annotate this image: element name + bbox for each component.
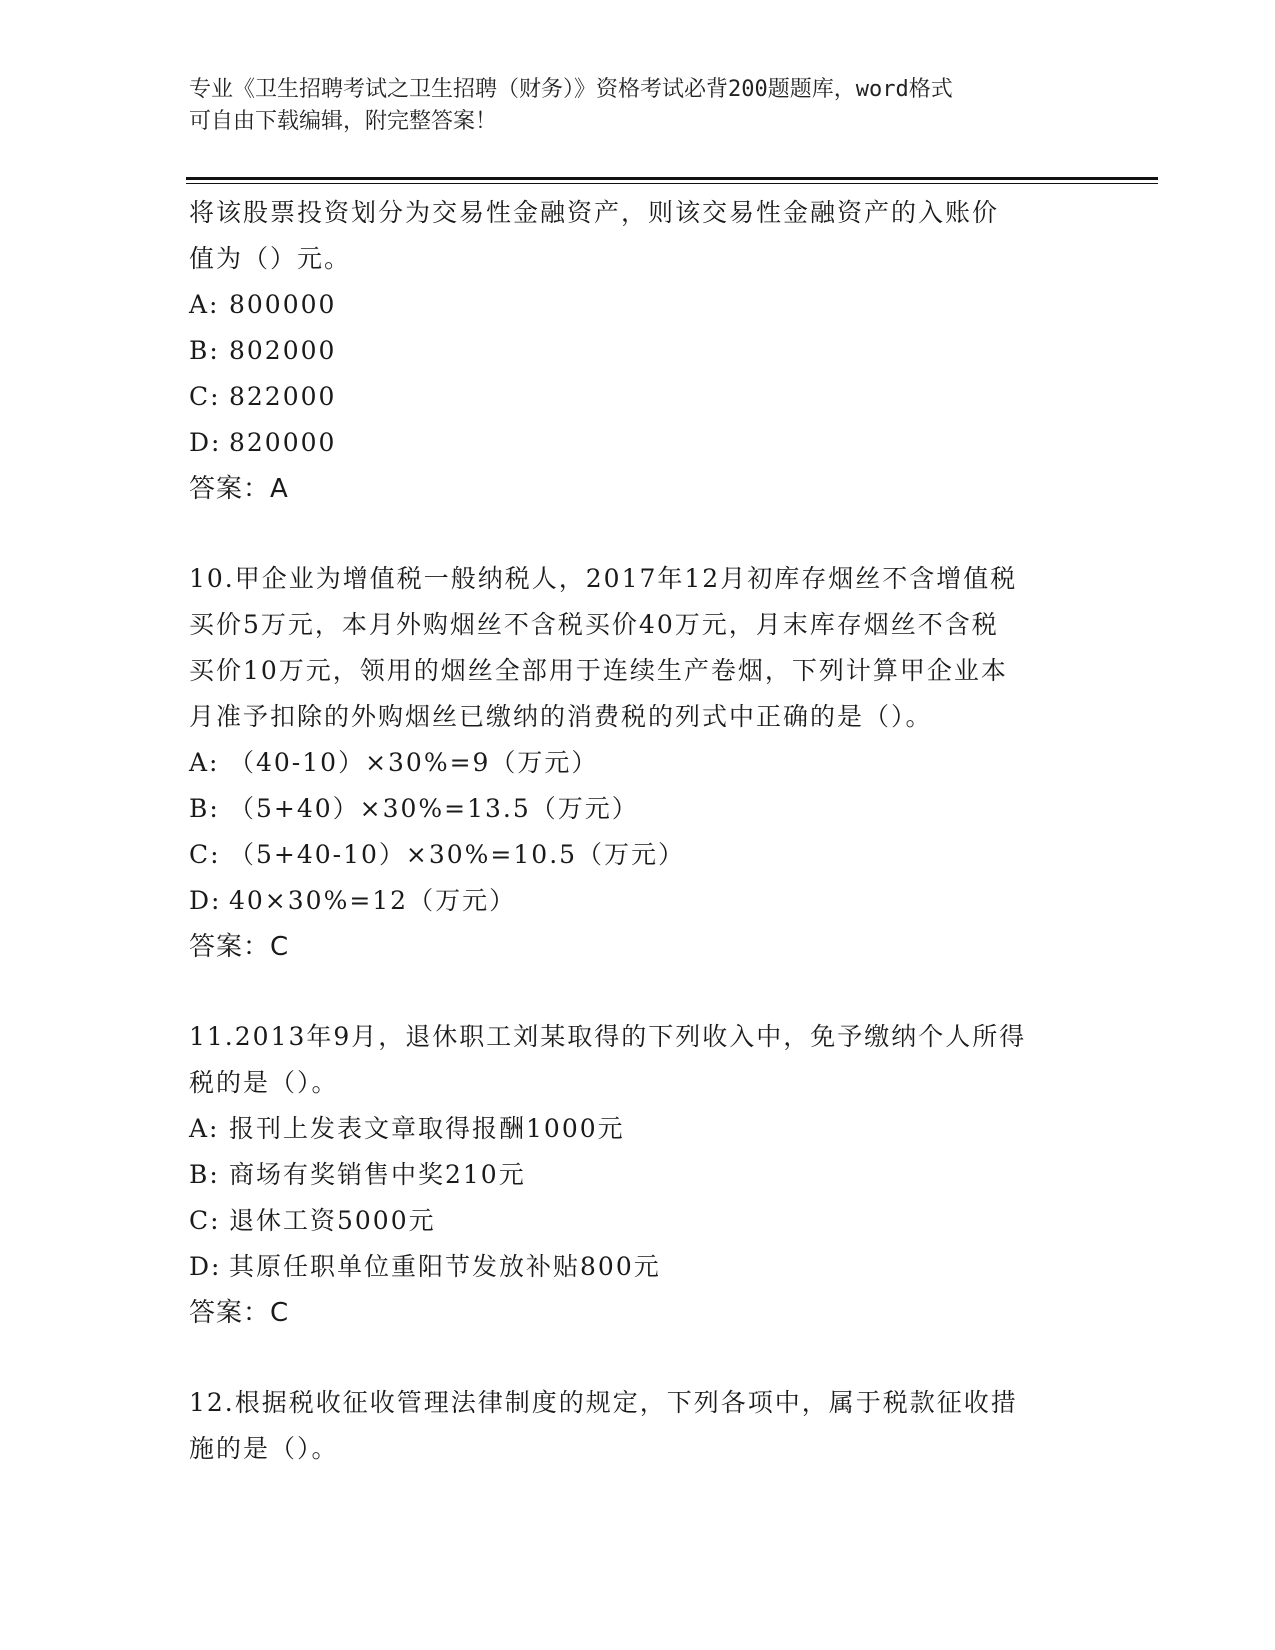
option-a bbox=[189, 740, 1089, 786]
question-stem-line: 月准予扣除的外购烟丝已缴纳的消费税的列式中正确的是（）。 bbox=[189, 702, 933, 731]
question-stem-line: 买价10万元，领用的烟丝全部用于连续生产卷烟，下列计算甲企业本 bbox=[189, 656, 1008, 685]
option-d bbox=[189, 420, 1089, 466]
option-letter: B: bbox=[189, 1160, 220, 1189]
question-9 bbox=[189, 190, 1089, 512]
option-text: 退休工资5000元 bbox=[229, 1206, 436, 1235]
answer-line: 答案：C bbox=[189, 1298, 290, 1328]
question-stem-line: 11.2013年9月，退休职工刘某取得的下列收入中，免予缴纳个人所得 bbox=[189, 1022, 1027, 1051]
option-letter: A: bbox=[189, 290, 220, 319]
question-11 bbox=[189, 1014, 1089, 1336]
question-gap bbox=[189, 970, 1089, 1014]
option-c bbox=[189, 374, 1089, 420]
header-rule-thin bbox=[186, 183, 1158, 184]
option-text: 822000 bbox=[229, 382, 337, 411]
question-12 bbox=[189, 1380, 1089, 1472]
header-rule-thick bbox=[186, 177, 1158, 180]
answer-line: 答案：A bbox=[189, 474, 289, 504]
option-text: 报刊上发表文章取得报酬1000元 bbox=[229, 1114, 625, 1143]
option-text: （40-10）×30%=9（万元） bbox=[229, 748, 599, 777]
header-line-1: 专业《卫生招聘考试之卫生招聘（财务）》资格考试必背200题题库，word格式 bbox=[189, 77, 953, 102]
option-text: 800000 bbox=[229, 290, 337, 319]
option-a bbox=[189, 1106, 1089, 1152]
option-text: （5+40）×30%=13.5（万元） bbox=[229, 794, 639, 823]
question-gap bbox=[189, 512, 1089, 556]
option-letter: C: bbox=[189, 840, 221, 869]
option-letter: B: bbox=[189, 794, 220, 823]
question-stem-line: 买价5万元，本月外购烟丝不含税买价40万元，月末库存烟丝不含税 bbox=[189, 610, 999, 639]
option-b bbox=[189, 328, 1089, 374]
option-text: （5+40-10）×30%=10.5（万元） bbox=[229, 840, 686, 869]
question-stem-line: 值为（）元。 bbox=[189, 244, 352, 273]
answer-line: 答案：C bbox=[189, 932, 290, 962]
option-a bbox=[189, 282, 1089, 328]
header-line-2: 可自由下载编辑，附完整答案！ bbox=[189, 109, 498, 134]
option-text: 40×30%=12（万元） bbox=[229, 886, 517, 915]
option-b bbox=[189, 786, 1089, 832]
option-letter: A: bbox=[189, 748, 220, 777]
option-text: 商场有奖销售中奖210元 bbox=[229, 1160, 526, 1189]
option-text: 其原任职单位重阳节发放补贴800元 bbox=[229, 1252, 661, 1281]
option-c bbox=[189, 832, 1089, 878]
question-stem-line: 10.甲企业为增值税一般纳税人，2017年12月初库存烟丝不含增值税 bbox=[189, 564, 1018, 593]
option-letter: D: bbox=[189, 886, 222, 915]
option-d bbox=[189, 1244, 1089, 1290]
question-stem-line: 税的是（）。 bbox=[189, 1068, 339, 1097]
question-stem-line: 12.根据税收征收管理法律制度的规定，下列各项中，属于税款征收措 bbox=[189, 1388, 1018, 1417]
option-letter: A: bbox=[189, 1114, 220, 1143]
option-letter: D: bbox=[189, 1252, 222, 1281]
question-10 bbox=[189, 556, 1089, 970]
question-list bbox=[189, 190, 1089, 1472]
option-letter: B: bbox=[189, 336, 220, 365]
option-text: 820000 bbox=[229, 428, 337, 457]
document-header bbox=[189, 74, 1069, 138]
option-b bbox=[189, 1152, 1089, 1198]
question-stem-line: 施的是（）。 bbox=[189, 1434, 339, 1463]
question-gap bbox=[189, 1336, 1089, 1380]
option-text: 802000 bbox=[229, 336, 337, 365]
option-letter: D: bbox=[189, 428, 222, 457]
option-d bbox=[189, 878, 1089, 924]
question-stem-line: 将该股票投资划分为交易性金融资产，则该交易性金融资产的入账价 bbox=[189, 198, 1000, 227]
option-letter: C: bbox=[189, 1206, 221, 1235]
option-c bbox=[189, 1198, 1089, 1244]
option-letter: C: bbox=[189, 382, 221, 411]
